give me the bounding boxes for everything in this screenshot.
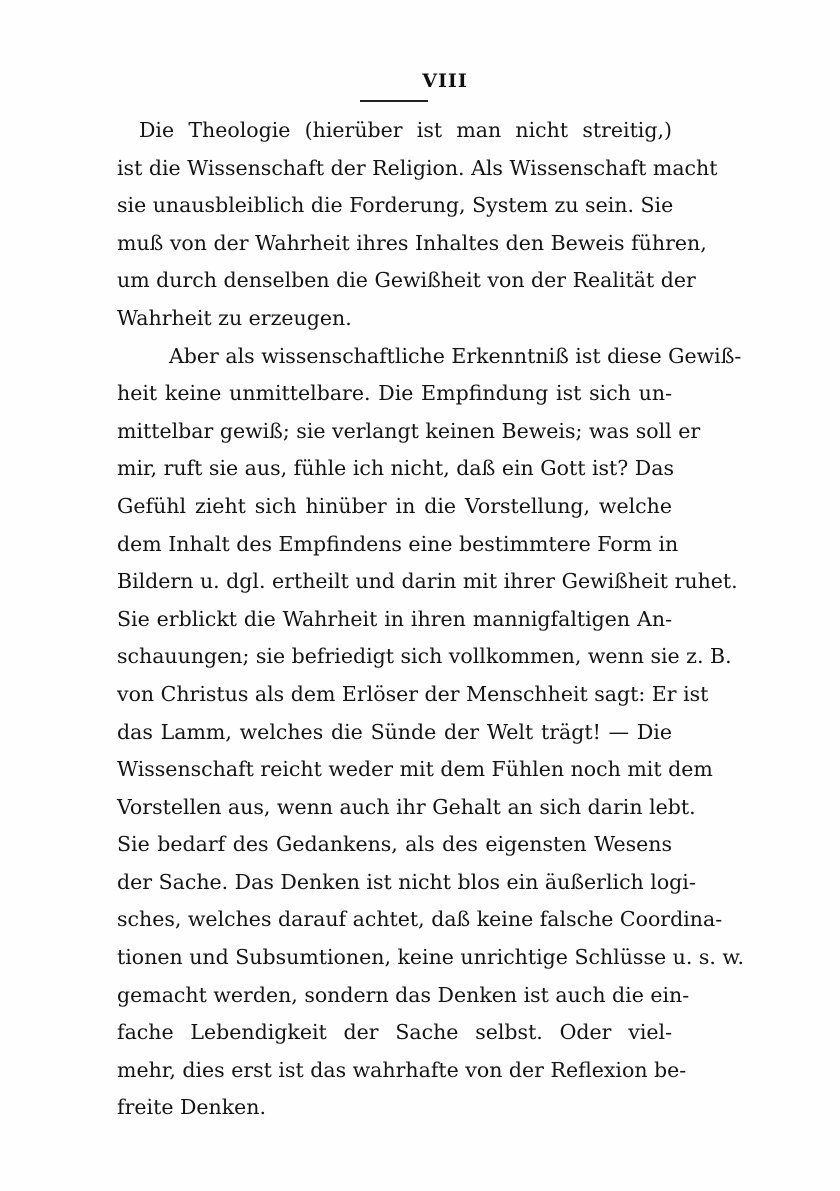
text-line: das Lamm, welches die Sünde der Welt trägt! — Die bbox=[117, 719, 672, 744]
header-rule bbox=[360, 100, 428, 102]
text-line: Wahrheit zu erzeugen. bbox=[117, 305, 352, 330]
text-line: Sie bedarf des Gedankens, als des eigensten Wesens bbox=[117, 832, 672, 857]
text-line: gemacht werden, sondern das Denken ist auch die ein- bbox=[117, 982, 690, 1007]
text-line: mir, ruft sie aus, fühle ich nicht, daß ein Gott ist? Das bbox=[117, 456, 674, 481]
text-line: Bildern u. dgl. ertheilt und darin mit ihrer Gewißheit ruhet. bbox=[117, 569, 738, 594]
text-line: dem Inhalt des Empfindens eine bestimmtere Form in bbox=[117, 531, 679, 556]
text-line: Sie erblickt die Wahrheit in ihren mannigfaltigen An- bbox=[117, 606, 672, 631]
text-line: Die Theologie (hierüber ist man nicht streitig,) bbox=[139, 118, 672, 142]
text-line: tionen und Subsumtionen, keine unrichtige Schlüsse u. s. w. bbox=[117, 945, 745, 970]
text-line: muß von der Wahrheit ihres Inhaltes den Beweis führen, bbox=[117, 230, 707, 255]
body-text bbox=[117, 112, 745, 1127]
page-number: VIII bbox=[422, 70, 468, 92]
text-line: heit keine unmittelbare. Die Empfindung ist sich un- bbox=[117, 381, 672, 406]
text-line: Vorstellen aus, wenn auch ihr Gehalt an sich darin lebt. bbox=[117, 794, 696, 819]
text-line: ist die Wissenschaft der Religion. Als Wissenschaft macht bbox=[117, 155, 718, 180]
text-line: der Sache. Das Denken ist nicht blos ein äußerlich logi- bbox=[117, 869, 696, 894]
text-line: schauungen; sie befriedigt sich vollkommen, wenn sie z. B. bbox=[117, 644, 732, 669]
text-line: Wissenschaft reicht weder mit dem Fühlen noch mit dem bbox=[117, 757, 713, 782]
text-line: sches, welches darauf achtet, daß keine falsche Coordina- bbox=[117, 907, 723, 932]
text-line: mehr, dies erst ist das wahrhafte von der Reflexion be- bbox=[117, 1057, 687, 1082]
text-line: fache Lebendigkeit der Sache selbst. Oder viel- bbox=[117, 1020, 672, 1045]
text-line: sie unausbleiblich die Forderung, System zu sein. Sie bbox=[117, 193, 674, 218]
page-header bbox=[0, 70, 840, 96]
text-line: mittelbar gewiß; sie verlangt keinen Beweis; was soll er bbox=[117, 418, 701, 443]
text-line: Aber als wissenschaftliche Erkenntniß ist diese Gewiß- bbox=[169, 343, 742, 368]
text-line: Gefühl zieht sich hinüber in die Vorstellung, welche bbox=[117, 493, 672, 518]
text-line: freite Denken. bbox=[117, 1095, 267, 1120]
text-line: von Christus als dem Erlöser der Menschheit sagt: Er ist bbox=[117, 681, 709, 706]
text-line: um durch denselben die Gewißheit von der Realität der bbox=[117, 268, 696, 293]
